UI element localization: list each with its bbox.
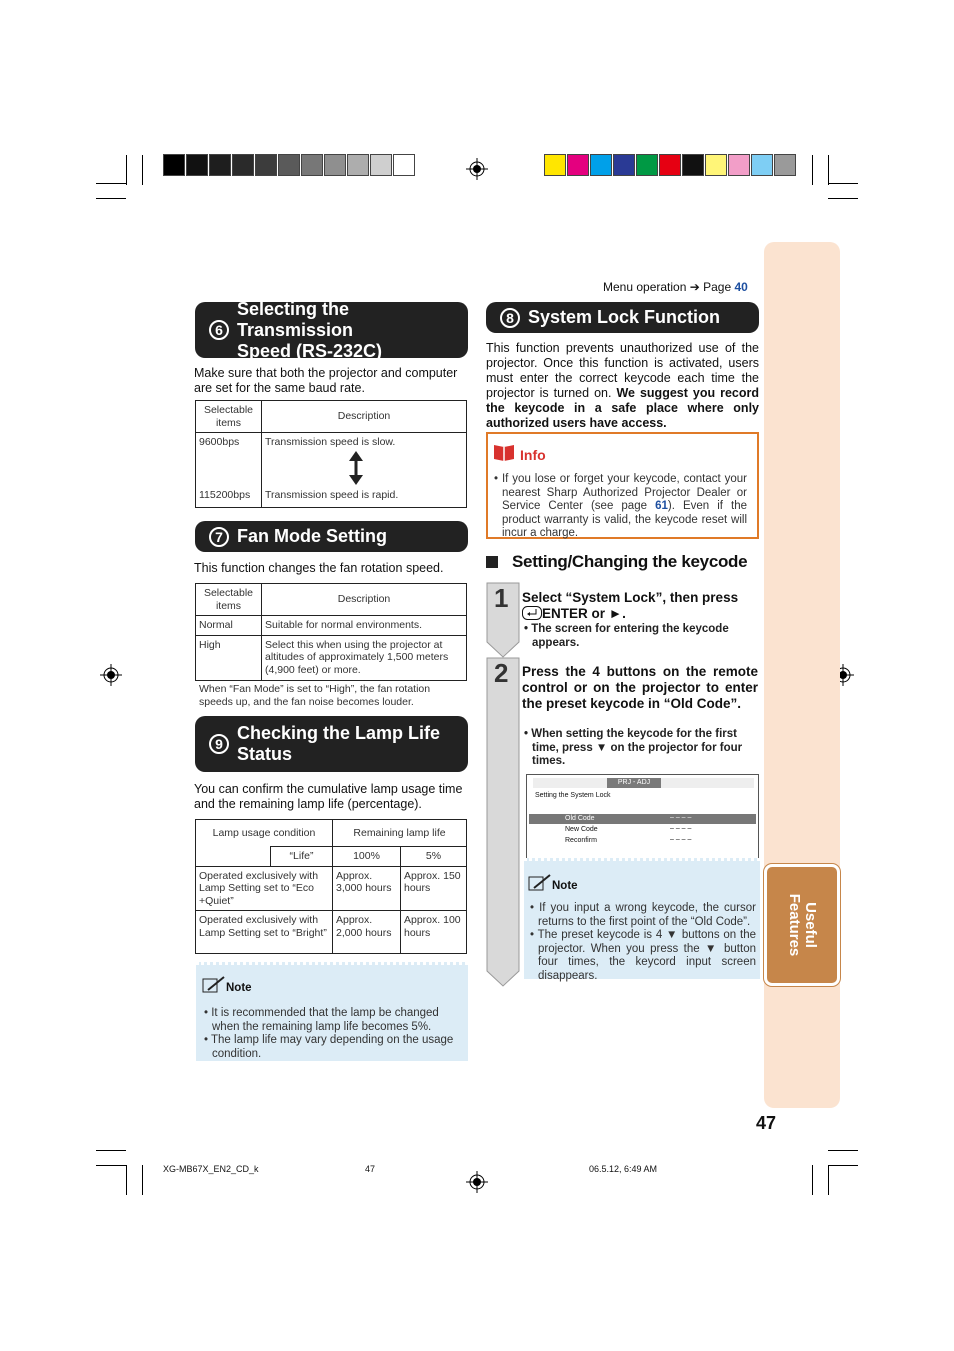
table-cell: 9600bps	[199, 436, 240, 448]
table-header: 5%	[401, 847, 467, 867]
step-2-sub: • When setting the keycode for the first time, press ▼ on the projector for four times.	[524, 728, 743, 767]
section-7-title: Fan Mode Setting	[237, 526, 387, 546]
reconfirm-label: Reconfirm	[565, 837, 597, 844]
new-code-label: New Code	[565, 826, 598, 833]
lamp-life-table	[195, 819, 467, 954]
note-item: • The preset keycode is 4 ▼ buttons on the projector. When you press the ▼ button four times, the keycord input screen disappears.	[530, 929, 756, 982]
side-tab-label-2: Features	[786, 893, 803, 957]
up-down-arrow-icon	[349, 451, 363, 489]
page-number: 47	[756, 1113, 777, 1133]
step-2-heading: Press the 4 buttons on the remote control or on the projector to enter the preset keycode in “Old Code”.	[522, 664, 758, 711]
note-item: • The lamp life may vary depending on the usage condition.	[204, 1034, 454, 1060]
menu-operation-ref	[603, 280, 748, 294]
gray-swatch	[163, 154, 185, 176]
table-cell: Suitable for normal environments.	[262, 616, 467, 636]
color-swatch	[659, 154, 681, 176]
fan-mode-table	[195, 583, 467, 681]
section-7-intro: This function changes the fan rotation speed.	[194, 561, 444, 575]
color-swatch	[544, 154, 566, 176]
side-tab-label-1: Useful	[802, 902, 819, 948]
section-number-badge: 9	[209, 734, 229, 754]
fan-mode-footnote: When “Fan Mode” is set to “High”, the fan rotation speeds up, and the fan noise becomes louder.	[199, 683, 431, 708]
pencil-icon	[202, 975, 226, 1000]
table-cell: Approx. 2,000 hours	[333, 911, 401, 954]
screen-tab: PRJ - ADJ	[607, 778, 661, 788]
step-1-heading-line2: ENTER or ►.	[542, 606, 626, 621]
section-tab-useful-features[interactable]	[764, 864, 840, 986]
table-cell: Operated exclusively with Lamp Setting set to “Bright”	[196, 911, 333, 954]
enter-button-icon	[522, 606, 542, 624]
footer-timestamp: 06.5.12, 6:49 AM	[589, 1164, 658, 1174]
menu-ref-page-link[interactable]: 40	[734, 280, 748, 294]
old-code-field[interactable]: – – – –	[670, 814, 692, 821]
color-swatch	[567, 154, 589, 176]
note-title: Note	[226, 981, 252, 994]
section-6-intro: Make sure that both the projector and computer are set for the same baud rate.	[194, 366, 458, 395]
step-1-heading-line1: Select “System Lock”, then press	[522, 590, 739, 605]
table-cell: Approx. 100 hours	[401, 911, 467, 954]
gray-swatch	[370, 154, 392, 176]
system-lock-screen	[526, 774, 759, 860]
square-bullet-icon	[486, 556, 498, 568]
color-swatch	[774, 154, 796, 176]
color-swatch	[613, 154, 635, 176]
section-9-heading	[195, 716, 468, 772]
section-7-heading	[195, 521, 468, 552]
process-color-bar	[544, 154, 797, 176]
baud-rate-table	[195, 400, 467, 508]
section-8-intro	[486, 341, 759, 431]
registration-mark-icon	[466, 1171, 488, 1193]
section-9-title-line2: Status	[237, 744, 293, 764]
color-swatch	[682, 154, 704, 176]
table-cell: Operated exclusively with Lamp Setting set to “Eco +Quiet”	[196, 866, 333, 911]
registration-mark-icon	[100, 664, 122, 686]
note-item: • It is recommended that the lamp be changed when the remaining lamp life becomes 5%.	[204, 1007, 439, 1033]
gray-color-bar	[163, 154, 416, 176]
info-item: • If you lose or forget your keycode, contact your nearest Sharp Authorized Projector Dealer or Service Center (see page 61). Even if the product warranty is valid, the keycode reset will incur a charge.	[494, 473, 748, 539]
screen-title: Setting the System Lock	[535, 792, 611, 799]
section-8-title: System Lock Function	[528, 307, 721, 327]
gray-swatch	[209, 154, 231, 176]
section-number-badge: 8	[500, 308, 520, 328]
footer-file: XG-MB67X_EN2_CD_k	[163, 1164, 259, 1174]
info-box	[486, 432, 759, 539]
table-header: “Life”	[271, 847, 333, 867]
reconfirm-field[interactable]: – – – –	[670, 836, 692, 843]
color-swatch	[705, 154, 727, 176]
section-6-heading	[195, 298, 468, 361]
section-number-badge: 7	[209, 527, 229, 547]
gray-swatch	[255, 154, 277, 176]
gray-swatch	[347, 154, 369, 176]
table-cell: Approx. 150 hours	[401, 866, 467, 911]
table-cell: Select this when using the projector at altitudes of approximately 1,500 meters (4,900 feet) or more.	[262, 635, 467, 680]
footer-page: 47	[365, 1164, 376, 1174]
table-header: 100%	[333, 847, 401, 867]
color-swatch	[728, 154, 750, 176]
table-cell: Approx. 3,000 hours	[333, 866, 401, 911]
note-item: • If you input a wrong keycode, the cursor returns to the first point of the “Old Code”.	[530, 902, 756, 928]
table-header: Selectable items	[196, 401, 262, 433]
note-title: Note	[552, 879, 578, 892]
section-6-title-line2: Speed (RS-232C)	[237, 340, 383, 361]
step-1-sub: • The screen for entering the keycode appears.	[524, 623, 729, 649]
color-swatch	[636, 154, 658, 176]
gray-swatch	[186, 154, 208, 176]
pencil-icon	[528, 873, 552, 898]
info-title: Info	[520, 446, 546, 463]
gray-swatch	[324, 154, 346, 176]
step-1-heading	[522, 590, 758, 624]
table-cell: Transmission speed is rapid.	[265, 488, 399, 501]
section-number-badge: 6	[209, 320, 229, 340]
old-code-label: Old Code	[565, 815, 595, 822]
gray-swatch	[232, 154, 254, 176]
step-number: 2	[494, 658, 509, 688]
table-header: Remaining lamp life	[333, 820, 467, 847]
menu-ref-text: Menu operation ➔ Page	[603, 280, 732, 294]
table-header: Description	[262, 401, 467, 433]
step-2-rail	[486, 657, 520, 992]
keycode-note-box	[524, 858, 760, 982]
color-swatch	[590, 154, 612, 176]
gray-swatch	[301, 154, 323, 176]
color-swatch	[751, 154, 773, 176]
section-9-title-line1: Checking the Lamp Life	[237, 723, 441, 743]
step-number: 1	[494, 583, 509, 613]
page-link[interactable]: 61	[655, 500, 668, 512]
table-cell: Transmission speed is slow.	[265, 436, 396, 448]
table-cell: 115200bps	[199, 488, 251, 501]
table-cell: Normal	[196, 616, 262, 636]
table-header: Selectable items	[196, 584, 262, 616]
intro-emphasis: We suggest you record the keycode in a safe place where only authorized users have access.	[486, 386, 759, 430]
lamp-note-box	[196, 962, 468, 1061]
book-icon	[492, 442, 516, 467]
new-code-field[interactable]: – – – –	[670, 825, 692, 832]
gray-swatch	[393, 154, 415, 176]
section-6-title-line1: Selecting the Transmission	[237, 298, 354, 340]
intro-text: This function prevents unauthorized use of the projector. Once this function is activated, users must enter the correct keycode each time the projector is turned on.	[486, 341, 759, 400]
subheading-text: Setting/Changing the keycode	[512, 552, 748, 571]
section-9-intro: You can confirm the cumulative lamp usage time and the remaining lamp life (percentage).	[194, 782, 463, 811]
gray-swatch	[278, 154, 300, 176]
section-8-heading	[486, 302, 759, 333]
table-cell: High	[196, 635, 262, 680]
registration-mark-icon	[466, 158, 488, 180]
table-header: Description	[262, 584, 467, 616]
subheading	[486, 552, 747, 572]
table-header: Lamp usage condition	[196, 820, 333, 847]
